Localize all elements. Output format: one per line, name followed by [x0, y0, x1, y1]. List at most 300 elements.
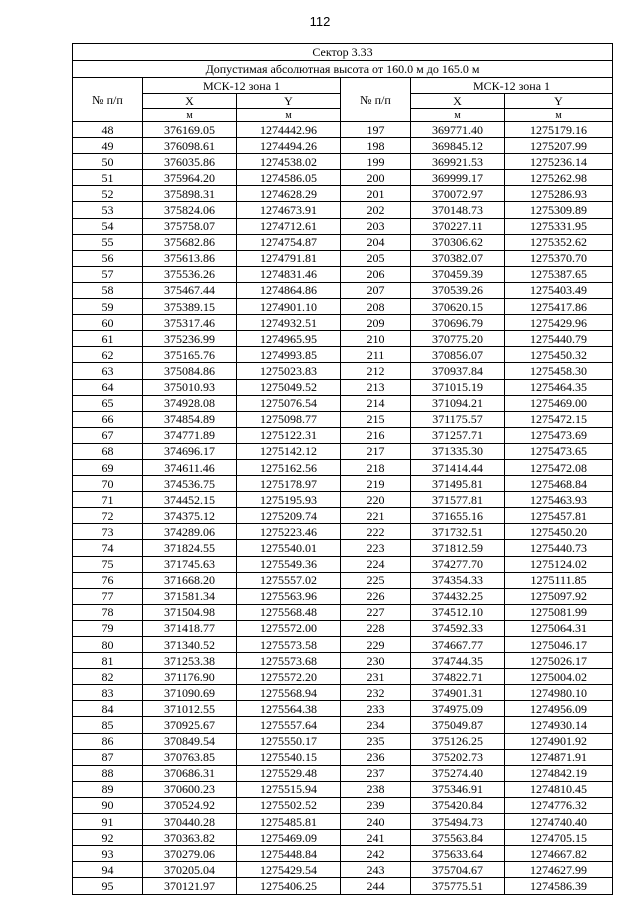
- y-value-right: 1275286.93: [505, 186, 613, 202]
- x-value-right: 371812.59: [411, 540, 505, 556]
- x-value-right: 370306.62: [411, 234, 505, 250]
- x-value-right: 374975.09: [411, 701, 505, 717]
- x-value-right: 371175.57: [411, 411, 505, 427]
- height-range-subtitle: Допустимая абсолютная высота от 160.0 м до 165.0 м: [73, 61, 613, 78]
- point-number-right: 229: [341, 637, 411, 653]
- table-row: [73, 170, 613, 186]
- table-row: [73, 524, 613, 540]
- y-value-left: 1275429.54: [237, 862, 341, 878]
- point-number-left: 59: [73, 299, 143, 315]
- unit-x-left: м: [143, 109, 237, 122]
- x-value-right: 371414.44: [411, 459, 505, 475]
- x-value-left: 371504.98: [143, 604, 237, 620]
- point-number-right: 222: [341, 524, 411, 540]
- y-value-left: 1274442.96: [237, 122, 341, 138]
- y-value-right: 1275440.73: [505, 540, 613, 556]
- x-value-right: 370539.26: [411, 282, 505, 298]
- y-value-right: 1275464.35: [505, 379, 613, 395]
- x-value-right: 371577.81: [411, 492, 505, 508]
- y-value-left: 1275568.48: [237, 604, 341, 620]
- x-value-left: 370686.31: [143, 765, 237, 781]
- point-number-left: 57: [73, 266, 143, 282]
- point-number-right: 207: [341, 282, 411, 298]
- point-number-right: 205: [341, 250, 411, 266]
- point-number-left: 65: [73, 395, 143, 411]
- point-number-left: 83: [73, 685, 143, 701]
- y-value-left: 1275142.12: [237, 443, 341, 459]
- y-value-left: 1274993.85: [237, 347, 341, 363]
- x-value-right: 375420.84: [411, 797, 505, 813]
- point-number-right: 217: [341, 443, 411, 459]
- point-number-right: 242: [341, 846, 411, 862]
- y-value-left: 1275549.36: [237, 556, 341, 572]
- y-value-left: 1275529.48: [237, 765, 341, 781]
- point-number-left: 70: [73, 476, 143, 492]
- point-number-left: 90: [73, 797, 143, 813]
- table-row: [73, 781, 613, 797]
- y-value-right: 1274810.45: [505, 781, 613, 797]
- y-value-right: 1275473.65: [505, 443, 613, 459]
- point-number-right: 239: [341, 797, 411, 813]
- table-row: [73, 862, 613, 878]
- x-value-right: 371015.19: [411, 379, 505, 395]
- x-value-left: 375824.06: [143, 202, 237, 218]
- point-number-left: 86: [73, 733, 143, 749]
- point-number-left: 92: [73, 830, 143, 846]
- point-number-right: 223: [341, 540, 411, 556]
- x-value-left: 370363.82: [143, 830, 237, 846]
- point-number-left: 60: [73, 315, 143, 331]
- y-value-right: 1275463.93: [505, 492, 613, 508]
- y-value-left: 1274901.10: [237, 299, 341, 315]
- x-value-right: 375633.64: [411, 846, 505, 862]
- point-number-right: 213: [341, 379, 411, 395]
- point-number-right: 211: [341, 347, 411, 363]
- point-number-left: 75: [73, 556, 143, 572]
- x-value-right: 369999.17: [411, 170, 505, 186]
- x-value-right: 375202.73: [411, 749, 505, 765]
- x-value-right: 374901.31: [411, 685, 505, 701]
- y-value-left: 1275540.15: [237, 749, 341, 765]
- x-value-left: 374289.06: [143, 524, 237, 540]
- x-value-right: 370227.11: [411, 218, 505, 234]
- unit-y-left: м: [237, 109, 341, 122]
- y-value-right: 1274776.32: [505, 797, 613, 813]
- point-number-left: 56: [73, 250, 143, 266]
- y-value-left: 1275195.93: [237, 492, 341, 508]
- point-number-left: 50: [73, 154, 143, 170]
- x-value-right: 374354.33: [411, 572, 505, 588]
- y-value-right: 1275387.65: [505, 266, 613, 282]
- point-number-right: 212: [341, 363, 411, 379]
- x-value-right: 374667.77: [411, 637, 505, 653]
- point-number-right: 218: [341, 459, 411, 475]
- y-value-left: 1275469.09: [237, 830, 341, 846]
- y-value-left: 1275557.64: [237, 717, 341, 733]
- point-number-right: 206: [341, 266, 411, 282]
- x-value-left: 370279.06: [143, 846, 237, 862]
- y-value-right: 1275004.02: [505, 669, 613, 685]
- point-number-right: 203: [341, 218, 411, 234]
- x-value-right: 371335.30: [411, 443, 505, 459]
- point-number-right: 199: [341, 154, 411, 170]
- zone-header-left: МСК-12 зона 1: [143, 78, 341, 94]
- y-value-left: 1274932.51: [237, 315, 341, 331]
- x-value-right: 370937.84: [411, 363, 505, 379]
- x-value-left: 376169.05: [143, 122, 237, 138]
- y-value-left: 1275573.68: [237, 653, 341, 669]
- point-number-left: 87: [73, 749, 143, 765]
- table-row: [73, 395, 613, 411]
- x-value-right: 374744.35: [411, 653, 505, 669]
- x-value-right: 375494.73: [411, 814, 505, 830]
- y-value-left: 1275406.25: [237, 878, 341, 894]
- y-value-right: 1275352.62: [505, 234, 613, 250]
- table-row: [73, 282, 613, 298]
- point-number-right: 226: [341, 588, 411, 604]
- y-value-left: 1275573.58: [237, 637, 341, 653]
- point-number-left: 49: [73, 138, 143, 154]
- y-value-right: 1275309.89: [505, 202, 613, 218]
- table-row: [73, 637, 613, 653]
- y-value-left: 1274754.87: [237, 234, 341, 250]
- y-value-right: 1274980.10: [505, 685, 613, 701]
- x-value-left: 375165.76: [143, 347, 237, 363]
- x-value-left: 376035.86: [143, 154, 237, 170]
- x-value-right: 374592.33: [411, 620, 505, 636]
- x-value-left: 374771.89: [143, 427, 237, 443]
- table-row: [73, 878, 613, 894]
- y-value-right: 1275262.98: [505, 170, 613, 186]
- table-row: [73, 202, 613, 218]
- x-value-left: 374375.12: [143, 508, 237, 524]
- table-row: [73, 347, 613, 363]
- table-row: [73, 604, 613, 620]
- x-header-left: X: [143, 94, 237, 109]
- x-value-right: 370459.39: [411, 266, 505, 282]
- x-value-left: 370205.04: [143, 862, 237, 878]
- point-number-right: 200: [341, 170, 411, 186]
- y-value-right: 1275179.16: [505, 122, 613, 138]
- x-value-left: 375010.93: [143, 379, 237, 395]
- table-row: [73, 411, 613, 427]
- table-row: [73, 572, 613, 588]
- x-value-right: 375346.91: [411, 781, 505, 797]
- table-row: [73, 556, 613, 572]
- x-value-left: 371090.69: [143, 685, 237, 701]
- x-value-left: 371668.20: [143, 572, 237, 588]
- point-number-right: 208: [341, 299, 411, 315]
- y-value-right: 1275458.30: [505, 363, 613, 379]
- x-value-right: 370696.79: [411, 315, 505, 331]
- point-number-right: 240: [341, 814, 411, 830]
- table-row: [73, 154, 613, 170]
- page-number: 112: [309, 14, 331, 29]
- y-value-right: 1275331.95: [505, 218, 613, 234]
- x-value-left: 370849.54: [143, 733, 237, 749]
- unit-x-right: м: [411, 109, 505, 122]
- x-value-left: 374452.15: [143, 492, 237, 508]
- y-value-left: 1275557.02: [237, 572, 341, 588]
- y-value-left: 1274628.29: [237, 186, 341, 202]
- table-row: [73, 443, 613, 459]
- point-number-right: 238: [341, 781, 411, 797]
- x-value-left: 371418.77: [143, 620, 237, 636]
- x-value-left: 370763.85: [143, 749, 237, 765]
- point-number-left: 54: [73, 218, 143, 234]
- y-value-left: 1275162.56: [237, 459, 341, 475]
- y-value-right: 1275450.32: [505, 347, 613, 363]
- table-row: [73, 588, 613, 604]
- point-number-left: 72: [73, 508, 143, 524]
- point-number-right: 233: [341, 701, 411, 717]
- y-value-right: 1275417.86: [505, 299, 613, 315]
- x-value-right: 370148.73: [411, 202, 505, 218]
- point-number-left: 85: [73, 717, 143, 733]
- point-number-right: 227: [341, 604, 411, 620]
- point-number-left: 95: [73, 878, 143, 894]
- x-value-left: 375084.86: [143, 363, 237, 379]
- point-number-right: 224: [341, 556, 411, 572]
- x-value-left: 376098.61: [143, 138, 237, 154]
- x-value-right: 374277.70: [411, 556, 505, 572]
- y-value-right: 1275472.15: [505, 411, 613, 427]
- x-value-left: 375389.15: [143, 299, 237, 315]
- y-value-right: 1275469.00: [505, 395, 613, 411]
- point-number-left: 68: [73, 443, 143, 459]
- y-value-right: 1274627.99: [505, 862, 613, 878]
- y-header-left: Y: [237, 94, 341, 109]
- y-value-right: 1275081.99: [505, 604, 613, 620]
- table-row: [73, 653, 613, 669]
- y-value-left: 1275515.94: [237, 781, 341, 797]
- point-number-right: 202: [341, 202, 411, 218]
- x-value-left: 375682.86: [143, 234, 237, 250]
- y-value-left: 1274831.46: [237, 266, 341, 282]
- table-row: [73, 814, 613, 830]
- point-number-left: 61: [73, 331, 143, 347]
- x-value-right: 375274.40: [411, 765, 505, 781]
- table-row: [73, 765, 613, 781]
- y-value-right: 1274930.14: [505, 717, 613, 733]
- x-value-left: 371253.38: [143, 653, 237, 669]
- x-value-left: 371012.55: [143, 701, 237, 717]
- y-value-right: 1274871.91: [505, 749, 613, 765]
- row-number-header-right: № п/п: [341, 78, 411, 122]
- y-value-left: 1275076.54: [237, 395, 341, 411]
- table-row: [73, 830, 613, 846]
- x-value-right: 371094.21: [411, 395, 505, 411]
- y-value-right: 1275026.17: [505, 653, 613, 669]
- point-number-right: 209: [341, 315, 411, 331]
- table-row: [73, 138, 613, 154]
- x-value-right: 374822.71: [411, 669, 505, 685]
- x-value-left: 370121.97: [143, 878, 237, 894]
- y-value-right: 1275472.08: [505, 459, 613, 475]
- table-row: [73, 459, 613, 475]
- y-value-left: 1274538.02: [237, 154, 341, 170]
- point-number-left: 78: [73, 604, 143, 620]
- x-value-left: 371745.63: [143, 556, 237, 572]
- x-value-left: 375317.46: [143, 315, 237, 331]
- point-number-left: 63: [73, 363, 143, 379]
- y-value-right: 1275064.31: [505, 620, 613, 636]
- y-value-left: 1275568.94: [237, 685, 341, 701]
- y-value-right: 1275370.70: [505, 250, 613, 266]
- point-number-right: 231: [341, 669, 411, 685]
- table-row: [73, 363, 613, 379]
- y-value-left: 1274673.91: [237, 202, 341, 218]
- table-row: [73, 379, 613, 395]
- point-number-left: 74: [73, 540, 143, 556]
- point-number-left: 89: [73, 781, 143, 797]
- unit-y-right: м: [505, 109, 613, 122]
- x-value-left: 370925.67: [143, 717, 237, 733]
- point-number-left: 88: [73, 765, 143, 781]
- point-number-left: 77: [73, 588, 143, 604]
- table-row: [73, 122, 613, 138]
- y-value-right: 1274740.40: [505, 814, 613, 830]
- point-number-left: 53: [73, 202, 143, 218]
- table-row: [73, 427, 613, 443]
- point-number-right: 235: [341, 733, 411, 749]
- x-value-right: 375049.87: [411, 717, 505, 733]
- table-row: [73, 218, 613, 234]
- x-value-left: 375236.99: [143, 331, 237, 347]
- table-row: [73, 717, 613, 733]
- y-value-left: 1275448.84: [237, 846, 341, 862]
- x-value-left: 374536.75: [143, 476, 237, 492]
- y-value-right: 1275440.79: [505, 331, 613, 347]
- x-value-right: 371732.51: [411, 524, 505, 540]
- x-value-left: 375613.86: [143, 250, 237, 266]
- y-value-right: 1275111.85: [505, 572, 613, 588]
- table-row: [73, 669, 613, 685]
- point-number-left: 84: [73, 701, 143, 717]
- x-value-right: 370620.15: [411, 299, 505, 315]
- y-value-right: 1275097.92: [505, 588, 613, 604]
- table-row: [73, 266, 613, 282]
- point-number-left: 93: [73, 846, 143, 862]
- x-value-left: 374928.08: [143, 395, 237, 411]
- x-value-left: 375467.44: [143, 282, 237, 298]
- point-number-right: 210: [341, 331, 411, 347]
- y-value-left: 1274791.81: [237, 250, 341, 266]
- point-number-left: 91: [73, 814, 143, 830]
- y-value-right: 1275457.81: [505, 508, 613, 524]
- table-body: [73, 122, 613, 895]
- x-value-right: 374432.25: [411, 588, 505, 604]
- point-number-left: 64: [73, 379, 143, 395]
- x-value-right: 370775.20: [411, 331, 505, 347]
- x-value-left: 375758.07: [143, 218, 237, 234]
- point-number-left: 52: [73, 186, 143, 202]
- table-row: [73, 540, 613, 556]
- y-value-left: 1275049.52: [237, 379, 341, 395]
- y-value-left: 1275564.38: [237, 701, 341, 717]
- table-row: [73, 797, 613, 813]
- y-value-left: 1274712.61: [237, 218, 341, 234]
- table-row: [73, 476, 613, 492]
- x-value-right: 375126.25: [411, 733, 505, 749]
- y-value-left: 1275209.74: [237, 508, 341, 524]
- point-number-right: 204: [341, 234, 411, 250]
- x-value-right: 375563.84: [411, 830, 505, 846]
- y-value-left: 1275550.17: [237, 733, 341, 749]
- x-value-left: 371581.34: [143, 588, 237, 604]
- y-value-left: 1274864.86: [237, 282, 341, 298]
- point-number-right: 243: [341, 862, 411, 878]
- table-row: [73, 492, 613, 508]
- coordinates-table: [72, 43, 613, 895]
- y-value-right: 1274901.92: [505, 733, 613, 749]
- point-number-left: 51: [73, 170, 143, 186]
- table-row: [73, 685, 613, 701]
- point-number-right: 234: [341, 717, 411, 733]
- y-value-right: 1274586.39: [505, 878, 613, 894]
- table-row: [73, 749, 613, 765]
- table-row: [73, 620, 613, 636]
- y-value-left: 1275563.96: [237, 588, 341, 604]
- point-number-left: 66: [73, 411, 143, 427]
- y-value-left: 1275540.01: [237, 540, 341, 556]
- x-value-right: 371495.81: [411, 476, 505, 492]
- point-number-right: 237: [341, 765, 411, 781]
- y-value-right: 1275473.69: [505, 427, 613, 443]
- table-row: [73, 299, 613, 315]
- point-number-right: 236: [341, 749, 411, 765]
- point-number-left: 67: [73, 427, 143, 443]
- point-number-right: 201: [341, 186, 411, 202]
- x-value-left: 375536.26: [143, 266, 237, 282]
- point-number-left: 62: [73, 347, 143, 363]
- y-value-right: 1274667.82: [505, 846, 613, 862]
- point-number-right: 225: [341, 572, 411, 588]
- x-value-right: 369845.12: [411, 138, 505, 154]
- x-value-left: 371824.55: [143, 540, 237, 556]
- point-number-left: 94: [73, 862, 143, 878]
- point-number-right: 219: [341, 476, 411, 492]
- point-number-right: 232: [341, 685, 411, 701]
- table-row: [73, 315, 613, 331]
- y-value-left: 1274586.05: [237, 170, 341, 186]
- x-header-right: X: [411, 94, 505, 109]
- point-number-left: 55: [73, 234, 143, 250]
- point-number-right: 216: [341, 427, 411, 443]
- table-row: [73, 234, 613, 250]
- x-value-right: 374512.10: [411, 604, 505, 620]
- y-value-right: 1274956.09: [505, 701, 613, 717]
- point-number-right: 215: [341, 411, 411, 427]
- point-number-left: 69: [73, 459, 143, 475]
- point-number-right: 214: [341, 395, 411, 411]
- y-value-right: 1275403.49: [505, 282, 613, 298]
- point-number-right: 244: [341, 878, 411, 894]
- x-value-left: 374696.17: [143, 443, 237, 459]
- sector-title: Сектор 3.33: [73, 44, 613, 61]
- point-number-right: 230: [341, 653, 411, 669]
- x-value-left: 374854.89: [143, 411, 237, 427]
- y-value-left: 1274494.26: [237, 138, 341, 154]
- point-number-right: 198: [341, 138, 411, 154]
- table-row: [73, 508, 613, 524]
- x-value-right: 375775.51: [411, 878, 505, 894]
- point-number-left: 73: [73, 524, 143, 540]
- y-value-left: 1275023.83: [237, 363, 341, 379]
- point-number-left: 48: [73, 122, 143, 138]
- x-value-right: 375704.67: [411, 862, 505, 878]
- x-value-left: 370600.23: [143, 781, 237, 797]
